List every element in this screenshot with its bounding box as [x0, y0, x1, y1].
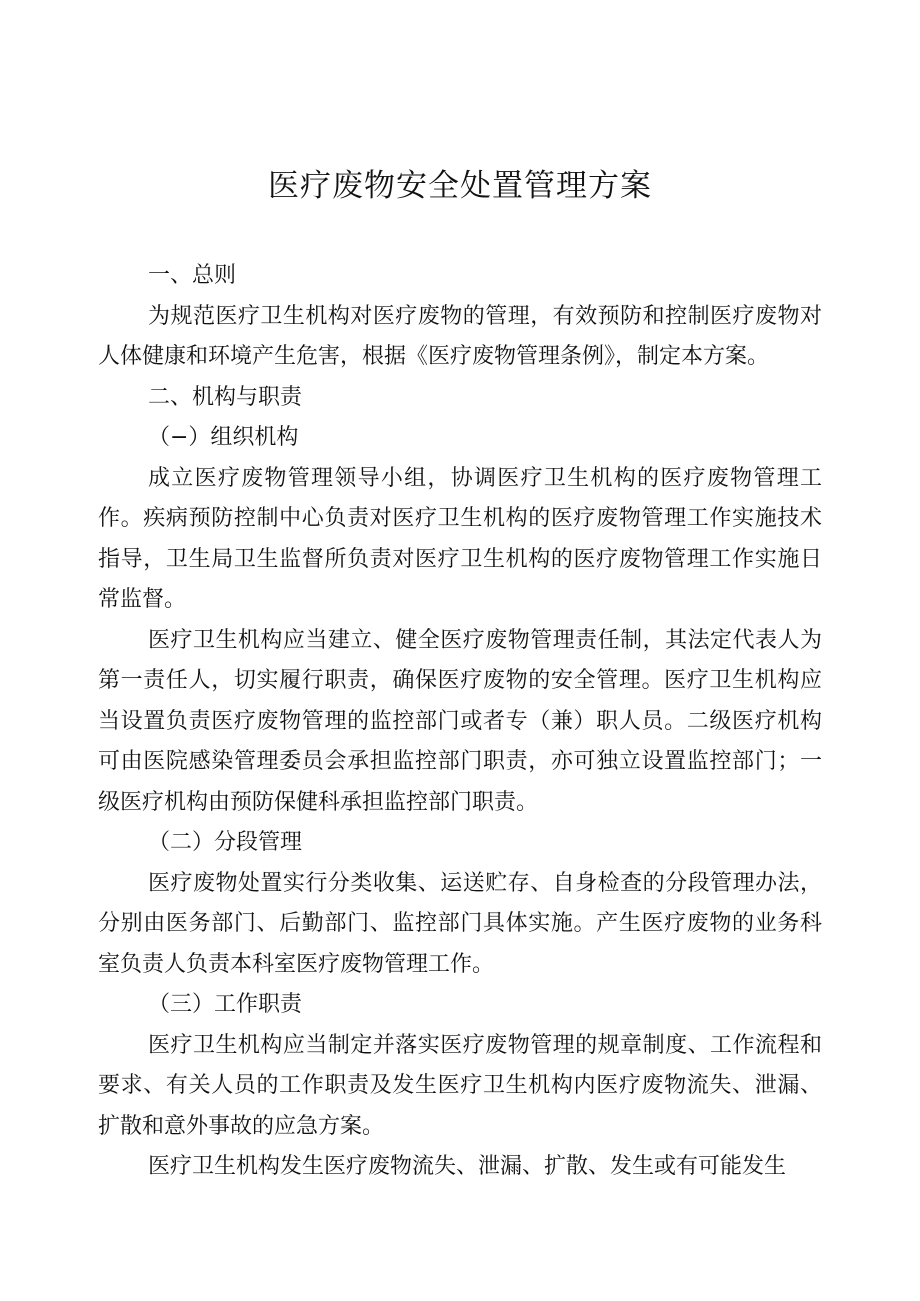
document-title: 医疗废物安全处置管理方案	[268, 168, 652, 204]
subsection-heading-duties: （三）工作职责	[148, 992, 303, 1017]
paragraph-stage-management: 医疗废物处置实行分类收集、运送贮存、自身检查的分段管理办法，分别由医务部门、后勤部门、监控部门具体实施。产生医疗废物的业务科室负责人负责本科室医疗废物管理工作。	[98, 870, 822, 977]
document-body	[98, 256, 822, 1188]
paragraph-general-1: 为规范医疗卫生机构对医疗废物的管理，有效预防和控制医疗废物对人体健康和环境产生危害，根据《医疗废物管理条例》，制定本方案。	[98, 303, 822, 369]
subsection-heading-stage-management: （二）分段管理	[148, 830, 303, 855]
section-heading-general: 一、总则	[148, 263, 237, 288]
paragraph-structure-2: 医疗卫生机构应当建立、健全医疗废物管理责任制，其法定代表人为第一责任人，切实履行职责，确保医疗废物的安全管理。医疗卫生机构应当设置负责医疗废物管理的监控部门或者专（兼）职人员。二级医疗机构可由医院感染管理委员会承担监控部门职责，亦可独立设置监控部门；一级医疗机构由预防保健科承担监控部门职责。	[98, 627, 822, 815]
subsection-heading-structure: （−）组织机构	[148, 425, 299, 450]
paragraph-structure-1: 成立医疗废物管理领导小组，协调医疗卫生机构的医疗废物管理工作。疾病预防控制中心负责对医疗卫生机构的医疗废物管理工作实施技术指导，卫生局卫生监督所负责对医疗卫生机构的医疗废物管理工作实施日常监督。	[98, 465, 822, 612]
paragraph-duties-1: 医疗卫生机构应当制定并落实医疗废物管理的规章制度、工作流程和要求、有关人员的工作职责及发生医疗卫生机构内医疗废物流失、泄漏、扩散和意外事故的应急方案。	[98, 1032, 822, 1139]
section-heading-organization: 二、机构与职责	[148, 384, 303, 410]
paragraph-duties-2: 医疗卫生机构发生医疗废物流失、泄漏、扩散、发生或有可能发生	[148, 1154, 787, 1179]
